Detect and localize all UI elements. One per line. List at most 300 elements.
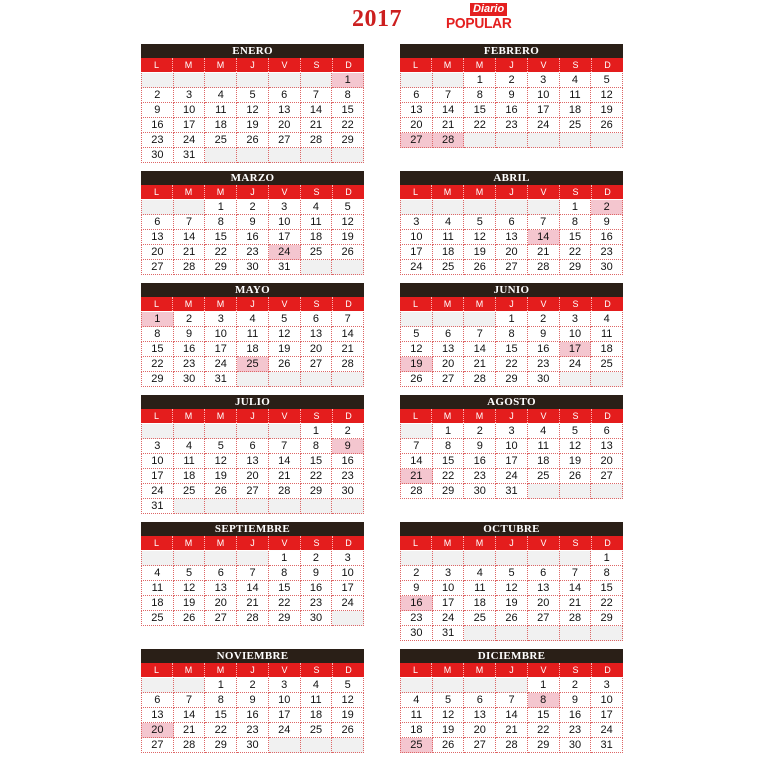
day-cell: 2 xyxy=(560,678,592,693)
empty-day-cell xyxy=(332,611,364,626)
day-cell: 4 xyxy=(237,312,269,327)
weekday-label: V xyxy=(528,536,560,550)
week-row xyxy=(141,454,364,469)
empty-day-cell xyxy=(560,133,592,148)
day-cell: 13 xyxy=(400,103,433,118)
day-cell: 2 xyxy=(528,312,560,327)
day-cell: 18 xyxy=(301,230,333,245)
day-cell: 14 xyxy=(301,103,333,118)
month-title: FEBRERO xyxy=(400,44,623,58)
day-cell: 19 xyxy=(205,469,237,484)
month-title: ENERO xyxy=(141,44,364,58)
day-cell: 1 xyxy=(269,551,301,566)
day-cell: 13 xyxy=(205,581,237,596)
day-cell: 26 xyxy=(591,118,623,133)
weekday-label: V xyxy=(528,297,560,311)
day-cell: 29 xyxy=(496,372,528,387)
weekday-label: D xyxy=(604,411,611,421)
day-cell: 14 xyxy=(400,454,433,469)
day-cell: 1 xyxy=(301,424,333,439)
day-cell: 22 xyxy=(496,357,528,372)
day-cell: 20 xyxy=(301,342,333,357)
empty-day-cell xyxy=(528,200,560,215)
week-row xyxy=(400,200,623,215)
day-cell: 6 xyxy=(141,693,174,708)
day-cell: 20 xyxy=(496,245,528,260)
empty-day-cell xyxy=(528,484,560,499)
day-cell: 23 xyxy=(560,723,592,738)
day-cell: 25 xyxy=(301,723,333,738)
day-cell: 8 xyxy=(205,693,237,708)
day-cell: 1 xyxy=(528,678,560,693)
day-cell: 22 xyxy=(205,723,237,738)
empty-day-cell xyxy=(496,678,528,693)
day-cell: 30 xyxy=(237,738,269,753)
day-cell: 7 xyxy=(174,215,206,230)
empty-day-cell xyxy=(528,626,560,641)
day-cell: 5 xyxy=(400,327,433,342)
day-cell: 20 xyxy=(141,245,174,260)
weekday-header xyxy=(141,58,364,73)
weekday-label: M xyxy=(432,297,464,311)
weekday-label: V xyxy=(528,58,560,72)
day-cell: 11 xyxy=(528,439,560,454)
day-cell: 19 xyxy=(496,596,528,611)
day-cell: 26 xyxy=(464,260,496,275)
week-row xyxy=(400,708,623,723)
weekday-label: D xyxy=(604,538,611,548)
day-cell: 22 xyxy=(591,596,623,611)
empty-day-cell xyxy=(591,626,623,641)
day-cell: 31 xyxy=(433,626,465,641)
day-cell: 1 xyxy=(464,73,496,88)
day-cell: 24 xyxy=(400,260,433,275)
weekday-label: V xyxy=(528,409,560,423)
day-cell: 17 xyxy=(269,230,301,245)
weekday-label: S xyxy=(301,58,333,72)
day-cell: 14 xyxy=(332,327,364,342)
day-cell: 11 xyxy=(205,103,237,118)
day-cell: 25 xyxy=(141,611,174,626)
empty-day-cell xyxy=(433,200,465,215)
day-cell: 8 xyxy=(591,566,623,581)
day-cell: 23 xyxy=(464,469,496,484)
day-cell: 27 xyxy=(205,611,237,626)
day-cell: 11 xyxy=(301,693,333,708)
day-cell: 25 xyxy=(174,484,206,499)
day-cell: 8 xyxy=(464,88,496,103)
week-row xyxy=(141,693,364,708)
day-cell: 4 xyxy=(560,73,592,88)
weekday-label: M xyxy=(464,297,496,311)
day-cell: 12 xyxy=(496,581,528,596)
day-cell: 14 xyxy=(464,342,496,357)
week-row xyxy=(400,133,623,148)
day-cell: 30 xyxy=(464,484,496,499)
weekday-label: D xyxy=(345,665,352,675)
month-julio xyxy=(141,395,364,514)
week-row xyxy=(141,260,364,275)
day-cell: 24 xyxy=(433,611,465,626)
empty-day-cell xyxy=(237,499,269,514)
day-cell: 15 xyxy=(433,454,465,469)
empty-day-cell xyxy=(560,551,592,566)
week-row xyxy=(400,693,623,708)
weekday-label: L xyxy=(400,185,432,199)
month-title: SEPTIEMBRE xyxy=(141,522,364,536)
day-cell: 15 xyxy=(591,581,623,596)
weekday-label: J xyxy=(496,536,528,550)
week-row xyxy=(400,723,623,738)
weekday-label: M xyxy=(464,409,496,423)
empty-day-cell xyxy=(464,312,496,327)
week-row xyxy=(141,611,364,626)
weekday-label: J xyxy=(496,185,528,199)
day-cell: 3 xyxy=(496,424,528,439)
day-cell: 8 xyxy=(141,327,174,342)
day-cell: 8 xyxy=(496,327,528,342)
day-cell: 23 xyxy=(591,245,623,260)
diario-popular-logo xyxy=(446,3,516,35)
day-cell: 19 xyxy=(332,708,364,723)
weekday-label: M xyxy=(173,58,205,72)
month-junio xyxy=(400,283,623,387)
week-row xyxy=(141,148,364,163)
day-cell: 26 xyxy=(332,245,364,260)
day-cell: 8 xyxy=(560,215,592,230)
day-cell: 8 xyxy=(433,439,465,454)
day-cell: 22 xyxy=(141,357,174,372)
weekday-label: M xyxy=(205,185,237,199)
weekday-label: L xyxy=(400,536,432,550)
day-cell: 19 xyxy=(174,596,206,611)
empty-day-cell xyxy=(269,424,301,439)
week-row xyxy=(400,424,623,439)
empty-day-cell xyxy=(141,551,174,566)
day-cell: 4 xyxy=(400,693,433,708)
weekday-label: S xyxy=(301,297,333,311)
day-cell: 6 xyxy=(237,439,269,454)
empty-day-cell xyxy=(237,372,269,387)
empty-day-cell xyxy=(301,738,333,753)
day-cell: 9 xyxy=(301,566,333,581)
day-cell: 25 xyxy=(301,245,333,260)
logo-small-text: Diario xyxy=(470,3,507,16)
day-cell: 23 xyxy=(237,723,269,738)
day-cell: 29 xyxy=(205,738,237,753)
weekday-label: L xyxy=(400,297,432,311)
holiday-day-cell: 17 xyxy=(560,342,592,357)
day-cell: 16 xyxy=(560,708,592,723)
empty-day-cell xyxy=(269,148,301,163)
weekday-label: D xyxy=(345,411,352,421)
day-cell: 17 xyxy=(528,103,560,118)
day-cell: 28 xyxy=(237,611,269,626)
day-cell: 3 xyxy=(141,439,174,454)
weekday-label: D xyxy=(345,299,352,309)
weekday-label: M xyxy=(432,185,464,199)
weekday-label: M xyxy=(173,185,205,199)
empty-day-cell xyxy=(496,200,528,215)
day-cell: 21 xyxy=(174,245,206,260)
weekday-header xyxy=(141,409,364,424)
day-cell: 26 xyxy=(332,723,364,738)
month-abril xyxy=(400,171,623,275)
day-cell: 13 xyxy=(591,439,623,454)
week-row xyxy=(400,357,623,372)
day-cell: 21 xyxy=(464,357,496,372)
empty-day-cell xyxy=(332,499,364,514)
empty-day-cell xyxy=(496,133,528,148)
month-marzo xyxy=(141,171,364,275)
day-cell: 5 xyxy=(433,693,465,708)
day-cell: 28 xyxy=(528,260,560,275)
day-cell: 16 xyxy=(591,230,623,245)
day-cell: 17 xyxy=(174,118,206,133)
day-cell: 13 xyxy=(269,103,301,118)
day-cell: 27 xyxy=(528,611,560,626)
day-cell: 18 xyxy=(591,342,623,357)
day-cell: 29 xyxy=(591,611,623,626)
day-cell: 24 xyxy=(560,357,592,372)
day-cell: 26 xyxy=(496,611,528,626)
holiday-day-cell: 8 xyxy=(528,693,560,708)
day-cell: 22 xyxy=(464,118,496,133)
day-cell: 20 xyxy=(433,357,465,372)
holiday-day-cell: 20 xyxy=(141,723,174,738)
empty-day-cell xyxy=(464,200,496,215)
day-cell: 23 xyxy=(332,469,364,484)
day-cell: 21 xyxy=(496,723,528,738)
day-cell: 15 xyxy=(301,454,333,469)
day-cell: 11 xyxy=(400,708,433,723)
day-cell: 26 xyxy=(560,469,592,484)
month-septiembre xyxy=(141,522,364,626)
day-cell: 16 xyxy=(496,103,528,118)
week-row xyxy=(141,723,364,738)
week-row xyxy=(400,342,623,357)
weekday-label: V xyxy=(269,663,301,677)
day-cell: 13 xyxy=(464,708,496,723)
weekday-label: M xyxy=(464,663,496,677)
day-cell: 7 xyxy=(496,693,528,708)
day-cell: 15 xyxy=(496,342,528,357)
day-cell: 15 xyxy=(528,708,560,723)
week-row xyxy=(141,357,364,372)
day-cell: 7 xyxy=(528,215,560,230)
day-cell: 28 xyxy=(400,484,433,499)
weekday-label: M xyxy=(173,297,205,311)
weekday-label: S xyxy=(560,185,592,199)
day-cell: 1 xyxy=(496,312,528,327)
day-cell: 14 xyxy=(433,103,465,118)
month-enero xyxy=(141,44,364,163)
day-cell: 23 xyxy=(400,611,433,626)
week-row xyxy=(400,551,623,566)
day-cell: 14 xyxy=(237,581,269,596)
day-cell: 5 xyxy=(237,88,269,103)
day-cell: 12 xyxy=(237,103,269,118)
week-row xyxy=(400,230,623,245)
empty-day-cell xyxy=(174,499,206,514)
day-cell: 17 xyxy=(400,245,433,260)
day-cell: 3 xyxy=(269,200,301,215)
day-cell: 25 xyxy=(528,469,560,484)
day-cell: 25 xyxy=(464,611,496,626)
empty-day-cell xyxy=(141,424,174,439)
weekday-label: J xyxy=(496,409,528,423)
empty-day-cell xyxy=(269,738,301,753)
week-row xyxy=(141,499,364,514)
weekday-label: L xyxy=(400,58,432,72)
day-cell: 15 xyxy=(141,342,174,357)
day-cell: 29 xyxy=(301,484,333,499)
day-cell: 18 xyxy=(301,708,333,723)
day-cell: 14 xyxy=(174,230,206,245)
day-cell: 13 xyxy=(528,581,560,596)
day-cell: 10 xyxy=(591,693,623,708)
day-cell: 2 xyxy=(464,424,496,439)
day-cell: 18 xyxy=(464,596,496,611)
holiday-day-cell: 21 xyxy=(400,469,433,484)
week-row xyxy=(400,581,623,596)
day-cell: 23 xyxy=(496,118,528,133)
day-cell: 7 xyxy=(301,88,333,103)
day-cell: 4 xyxy=(528,424,560,439)
empty-day-cell xyxy=(591,372,623,387)
day-cell: 3 xyxy=(560,312,592,327)
day-cell: 30 xyxy=(400,626,433,641)
week-row xyxy=(400,566,623,581)
day-cell: 1 xyxy=(205,200,237,215)
weekday-header xyxy=(400,185,623,200)
week-row xyxy=(400,73,623,88)
day-cell: 11 xyxy=(464,581,496,596)
day-cell: 25 xyxy=(560,118,592,133)
day-cell: 22 xyxy=(528,723,560,738)
day-cell: 2 xyxy=(400,566,433,581)
day-cell: 19 xyxy=(433,723,465,738)
day-cell: 4 xyxy=(141,566,174,581)
day-cell: 2 xyxy=(332,424,364,439)
day-cell: 9 xyxy=(528,327,560,342)
day-cell: 9 xyxy=(237,215,269,230)
day-cell: 21 xyxy=(301,118,333,133)
empty-day-cell xyxy=(269,73,301,88)
empty-day-cell xyxy=(433,551,465,566)
day-cell: 3 xyxy=(400,215,433,230)
weekday-label: J xyxy=(237,663,269,677)
week-row xyxy=(141,424,364,439)
weekday-label: M xyxy=(205,663,237,677)
day-cell: 15 xyxy=(464,103,496,118)
day-cell: 7 xyxy=(332,312,364,327)
empty-day-cell xyxy=(332,738,364,753)
empty-day-cell xyxy=(205,499,237,514)
empty-day-cell xyxy=(560,626,592,641)
day-cell: 23 xyxy=(528,357,560,372)
day-cell: 5 xyxy=(269,312,301,327)
day-cell: 2 xyxy=(141,88,174,103)
day-cell: 24 xyxy=(205,357,237,372)
day-cell: 28 xyxy=(496,738,528,753)
day-cell: 30 xyxy=(301,611,333,626)
empty-day-cell xyxy=(237,424,269,439)
day-cell: 7 xyxy=(237,566,269,581)
empty-day-cell xyxy=(269,372,301,387)
weekday-label: D xyxy=(345,538,352,548)
day-cell: 27 xyxy=(591,469,623,484)
day-cell: 6 xyxy=(496,215,528,230)
empty-day-cell xyxy=(174,424,206,439)
day-cell: 27 xyxy=(141,260,174,275)
holiday-day-cell: 25 xyxy=(237,357,269,372)
day-cell: 17 xyxy=(269,708,301,723)
weekday-label: S xyxy=(560,409,592,423)
day-cell: 27 xyxy=(141,738,174,753)
day-cell: 12 xyxy=(560,439,592,454)
day-cell: 10 xyxy=(332,566,364,581)
week-row xyxy=(141,678,364,693)
empty-day-cell xyxy=(174,73,206,88)
holiday-day-cell: 24 xyxy=(269,245,301,260)
weekday-label: V xyxy=(269,185,301,199)
day-cell: 27 xyxy=(237,484,269,499)
day-cell: 20 xyxy=(528,596,560,611)
day-cell: 6 xyxy=(205,566,237,581)
weekday-header xyxy=(400,663,623,678)
holiday-day-cell: 16 xyxy=(400,596,433,611)
day-cell: 18 xyxy=(141,596,174,611)
weekday-label: D xyxy=(604,665,611,675)
empty-day-cell xyxy=(591,133,623,148)
day-cell: 4 xyxy=(301,200,333,215)
empty-day-cell xyxy=(205,424,237,439)
weekday-label: L xyxy=(141,536,173,550)
week-row xyxy=(141,342,364,357)
day-cell: 28 xyxy=(174,738,206,753)
day-cell: 19 xyxy=(464,245,496,260)
weekday-label: D xyxy=(345,60,352,70)
week-row xyxy=(141,230,364,245)
week-row xyxy=(141,581,364,596)
empty-day-cell xyxy=(496,551,528,566)
day-cell: 5 xyxy=(332,678,364,693)
weekday-label: L xyxy=(141,409,173,423)
holiday-day-cell: 28 xyxy=(433,133,465,148)
weekday-label: S xyxy=(301,663,333,677)
month-noviembre xyxy=(141,649,364,753)
month-title: JUNIO xyxy=(400,283,623,297)
day-cell: 29 xyxy=(560,260,592,275)
day-cell: 8 xyxy=(301,439,333,454)
weekday-label: J xyxy=(496,58,528,72)
week-row xyxy=(400,738,623,753)
day-cell: 21 xyxy=(560,596,592,611)
day-cell: 22 xyxy=(269,596,301,611)
weekday-label: V xyxy=(528,185,560,199)
day-cell: 5 xyxy=(496,566,528,581)
day-cell: 10 xyxy=(400,230,433,245)
day-cell: 1 xyxy=(433,424,465,439)
day-cell: 15 xyxy=(205,230,237,245)
day-cell: 18 xyxy=(528,454,560,469)
day-cell: 20 xyxy=(464,723,496,738)
holiday-day-cell: 1 xyxy=(141,312,174,327)
week-row xyxy=(141,738,364,753)
weekday-label: J xyxy=(496,663,528,677)
week-row xyxy=(141,215,364,230)
